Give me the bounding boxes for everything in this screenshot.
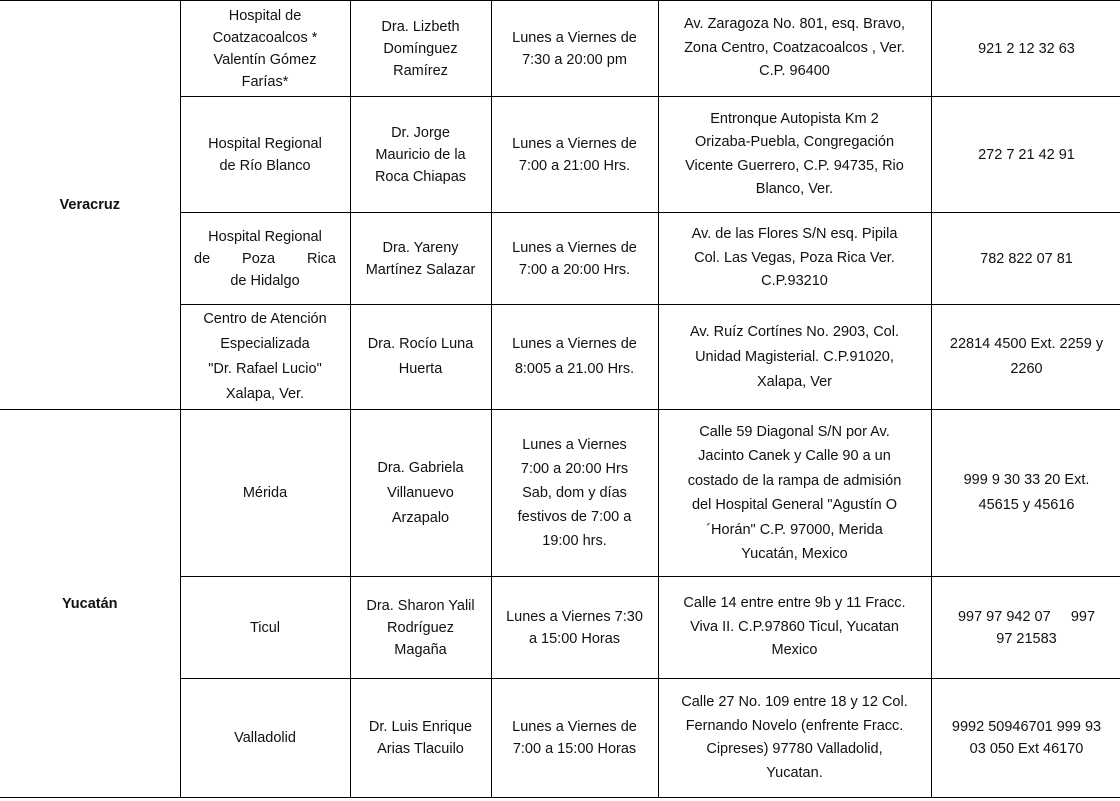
address-cell: Calle 14 entre entre 9b y 11 Fracc. Viva II. C.P.97860 Ticul, Yucatan Mexico bbox=[658, 577, 931, 679]
phone-cell: 997 97 942 07 997 97 21583 bbox=[931, 577, 1120, 679]
schedule-cell: Lunes a Viernes de 7:00 a 15:00 Horas bbox=[491, 679, 658, 798]
address-cell: Calle 59 Diagonal S/N por Av. Jacinto Canek y Calle 90 a un costado de la rampa de admisión del Hospital General "Agustín O ´Horán" C.P. 97000, Merida Yucatán, Mexico bbox=[658, 410, 931, 577]
schedule-cell: Lunes a Viernes de 8:005 a 21.00 Hrs. bbox=[491, 305, 658, 410]
schedule-cell: Lunes a Viernes 7:00 a 20:00 Hrs Sab, dom y días festivos de 7:00 a 19:00 hrs. bbox=[491, 410, 658, 577]
hospital-cell: Hospital Regional de Poza Rica de Hidalgo bbox=[180, 213, 350, 305]
schedule-cell: Lunes a Viernes 7:30 a 15:00 Horas bbox=[491, 577, 658, 679]
director-cell: Dra. Gabriela Villanuevo Arzapalo bbox=[350, 410, 491, 577]
schedule-cell: Lunes a Viernes de 7:00 a 21:00 Hrs. bbox=[491, 97, 658, 213]
hospital-cell: Hospital de Coatzacoalcos * Valentín Gómez Farías* bbox=[180, 1, 350, 97]
schedule-cell: Lunes a Viernes de 7:30 a 20:00 pm bbox=[491, 1, 658, 97]
phone-cell: 22814 4500 Ext. 2259 y 2260 bbox=[931, 305, 1120, 410]
director-cell: Dra. Yareny Martínez Salazar bbox=[350, 213, 491, 305]
schedule-cell: Lunes a Viernes de 7:00 a 20:00 Hrs. bbox=[491, 213, 658, 305]
address-cell: Calle 27 No. 109 entre 18 y 12 Col. Fernando Novelo (enfrente Fracc. Cipreses) 97780 Valladolid, Yucatan. bbox=[658, 679, 931, 798]
address-cell: Av. Ruíz Cortínes No. 2903, Col. Unidad Magisterial. C.P.91020, Xalapa, Ver bbox=[658, 305, 931, 410]
table-row bbox=[0, 410, 1120, 577]
phone-cell: 999 9 30 33 20 Ext. 45615 y 45616 bbox=[931, 410, 1120, 577]
hospital-cell: Valladolid bbox=[180, 679, 350, 798]
state-cell: Veracruz bbox=[0, 1, 180, 410]
phone-cell: 9992 50946701 999 93 03 050 Ext 46170 bbox=[931, 679, 1120, 798]
address-cell: Av. de las Flores S/N esq. Pipila Col. Las Vegas, Poza Rica Ver. C.P.93210 bbox=[658, 213, 931, 305]
hospital-cell: Hospital Regional de Río Blanco bbox=[180, 97, 350, 213]
director-cell: Dr. Luis Enrique Arias Tlacuilo bbox=[350, 679, 491, 798]
phone-cell: 272 7 21 42 91 bbox=[931, 97, 1120, 213]
hospital-cell: Ticul bbox=[180, 577, 350, 679]
hospital-cell: Centro de Atención Especializada "Dr. Rafael Lucio" Xalapa, Ver. bbox=[180, 305, 350, 410]
director-cell: Dra. Lizbeth Domínguez Ramírez bbox=[350, 1, 491, 97]
address-cell: Av. Zaragoza No. 801, esq. Bravo, Zona Centro, Coatzacoalcos , Ver. C.P. 96400 bbox=[658, 1, 931, 97]
address-cell: Entronque Autopista Km 2 Orizaba-Puebla, Congregación Vicente Guerrero, C.P. 94735, Rio Blanco, Ver. bbox=[658, 97, 931, 213]
table-row bbox=[0, 1, 1120, 97]
hospital-cell: Mérida bbox=[180, 410, 350, 577]
state-cell: Yucatán bbox=[0, 410, 180, 798]
phone-cell: 921 2 12 32 63 bbox=[931, 1, 1120, 97]
phone-cell: 782 822 07 81 bbox=[931, 213, 1120, 305]
director-cell: Dra. Rocío Luna Huerta bbox=[350, 305, 491, 410]
director-cell: Dr. Jorge Mauricio de la Roca Chiapas bbox=[350, 97, 491, 213]
director-cell: Dra. Sharon Yalil Rodríguez Magaña bbox=[350, 577, 491, 679]
